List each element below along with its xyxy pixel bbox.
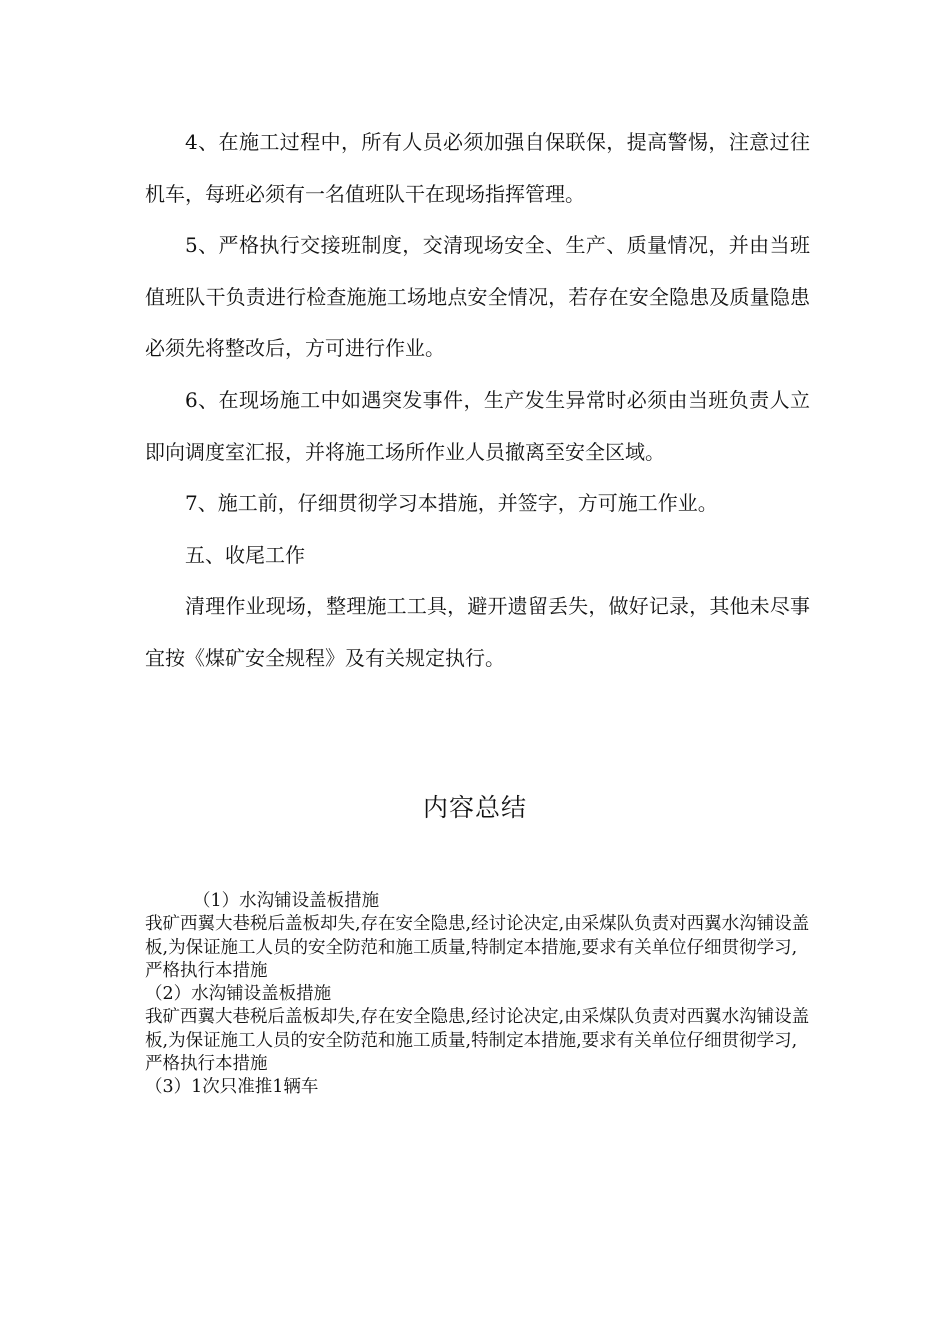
summary-title: 内容总结 [422, 793, 527, 822]
body-text [145, 117, 810, 685]
summary-item-heading: （1）水沟铺设盖板措施 [193, 891, 380, 911]
summary-section [145, 890, 810, 1100]
summary-item-text: 我矿西翼大巷税后盖板却失,存在安全隐患,经讨论决定,由采煤队负责对西翼水沟铺设盖板,为保证施工人员的安全防范和施工质量,特制定本措施,要求有关单位仔细贯彻学习,严格执行本措施 [145, 1007, 810, 1075]
summary-item-heading: （3）1次只准推1辆车 [145, 1077, 319, 1098]
paragraph-6: 6、在现场施工中如遇突发事件，生产发生异常时必须由当班负责人立即向调度室汇报，并将施工场所作业人员撤离至安全区域。 [145, 387, 810, 464]
paragraph-7: 7、施工前，仔细贯彻学习本措施，并签字，方可施工作业。 [185, 491, 718, 516]
summary-item-heading: （2）水沟铺设盖板措施 [145, 984, 332, 1005]
paragraph-5: 5、严格执行交接班制度，交清现场安全、生产、质量情况，并由当班值班队干负责进行检查施施工场地点安全情况，若存在安全隐患及质量隐患必须先将整改后，方可进行作业。 [145, 233, 810, 361]
paragraph-closing: 清理作业现场，整理施工工具，避开遗留丢失，做好记录，其他未尽事宜按《煤矿安全规程》及有关规定执行。 [145, 594, 810, 670]
section-heading-closing-work: 五、收尾工作 [185, 542, 305, 567]
summary-item-text: 我矿西翼大巷税后盖板却失,存在安全隐患,经讨论决定,由采煤队负责对西翼水沟铺设盖板,为保证施工人员的安全防范和施工质量,特制定本措施,要求有关单位仔细贯彻学习,严格执行本措施 [145, 914, 810, 981]
paragraph-4: 4、在施工过程中，所有人员必须加强自保联保，提高警惕，注意过往机车，每班必须有一名值班队干在现场指挥管理。 [145, 130, 810, 206]
